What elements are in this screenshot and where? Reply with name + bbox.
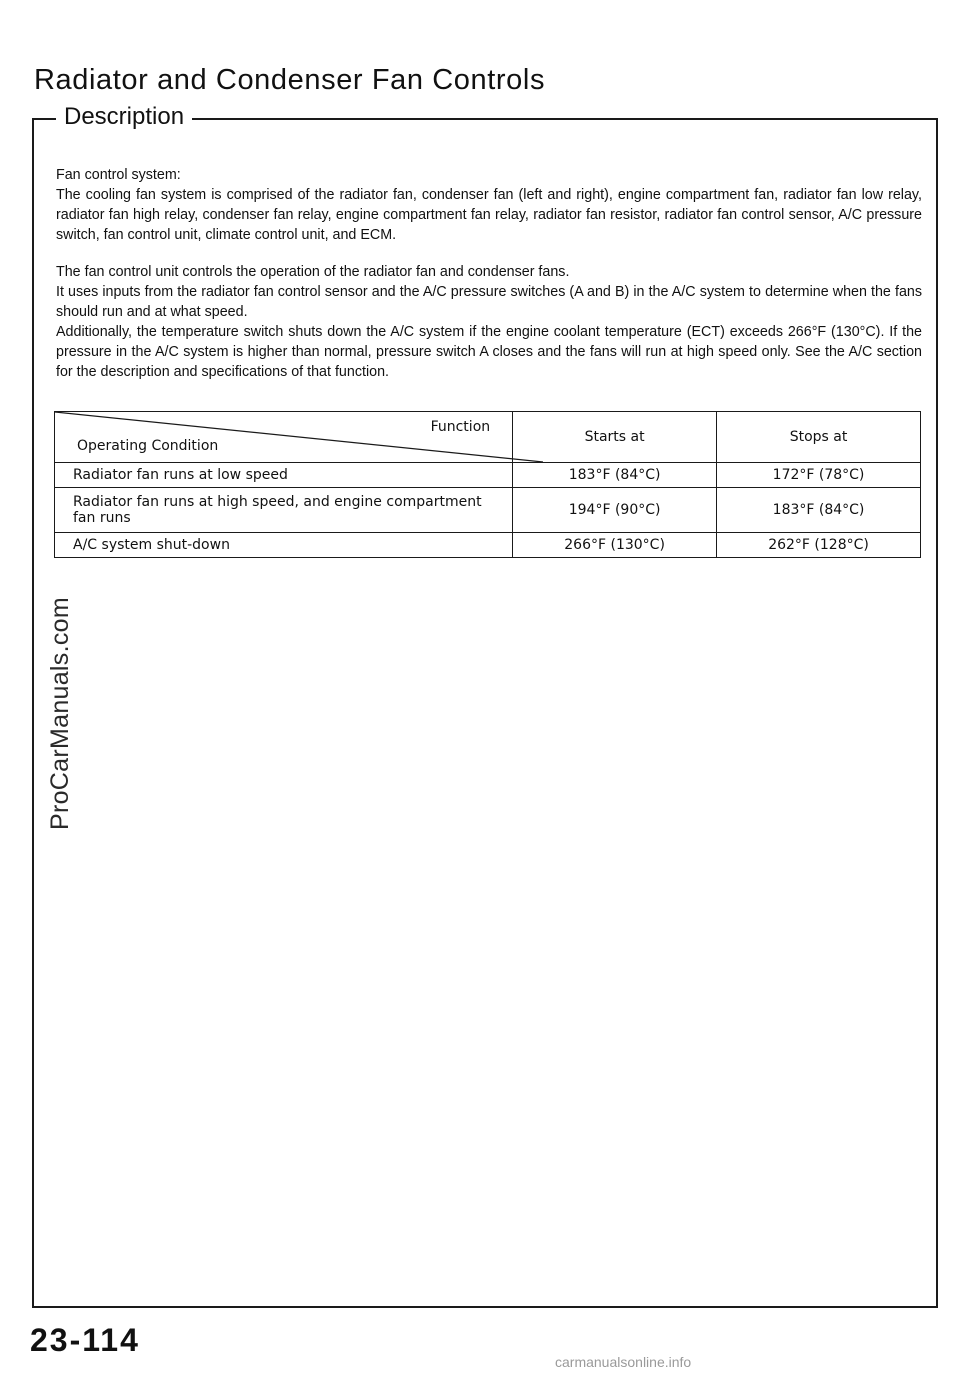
table-row [55,488,921,533]
fan-system-paragraph: The cooling fan system is comprised of the radiator fan, condenser fan (left and right), engine compartment fan, radiator fan low relay, radiator fan high relay, condenser fan relay, engine compartment fan relay, radiator fan resistor, radiator fan control sensor, A/C pressure switch, fan control unit, climate control unit, and ECM. [56,187,922,243]
side-watermark: ProCarManuals.com [46,597,74,830]
starts-at-header: Starts at [513,412,717,463]
section-title: Description [56,103,192,131]
condition-cell: A/C system shut-down [55,533,513,558]
inputs-line: It uses inputs from the radiator fan control sensor and the A/C pressure switches (A and B) in the A/C system to determine when the fans should run and at what speed. [56,284,922,320]
starts-at-cell: 266°F (130°C) [513,533,717,558]
stops-at-header: Stops at [717,412,921,463]
function-label: Function [430,419,491,435]
condition-line: Radiator fan runs at high speed, and engine compartment [73,494,482,510]
starts-at-cell: 194°F (90°C) [513,488,717,533]
page-number: 23-114 [30,1322,140,1358]
table-header-row [55,412,921,463]
table-row [55,533,921,558]
stops-at-cell: 262°F (128°C) [717,533,921,558]
bottom-watermark: carmanualsonline.info [555,1354,692,1370]
fan-function-table [54,411,921,558]
stops-at-cell: 183°F (84°C) [717,488,921,533]
description-body [56,165,922,382]
page-title: Radiator and Condenser Fan Controls [34,64,546,96]
condition-line: fan runs [73,510,131,526]
table-row [55,463,921,488]
operating-condition-label: Operating Condition [77,438,219,454]
stops-at-cell: 172°F (78°C) [717,463,921,488]
starts-at-cell: 183°F (84°C) [513,463,717,488]
condition-cell: Radiator fan runs at low speed [55,463,513,488]
fan-control-heading: Fan control system: [56,167,181,183]
fan-control-unit-line: The fan control unit controls the operation of the radiator fan and condenser fans. [56,264,570,280]
corner-header-cell [55,412,513,463]
condition-cell [55,488,513,533]
temperature-switch-line: Additionally, the temperature switch shuts down the A/C system if the engine coolant temperature (ECT) exceeds 266°F (130°C). If the pressure in the A/C system is higher than normal, pressure switch A closes and the fans will run at high speed only. See the A/C section for the description and specifications of that function. [56,324,922,380]
paragraph-gap [56,245,922,262]
